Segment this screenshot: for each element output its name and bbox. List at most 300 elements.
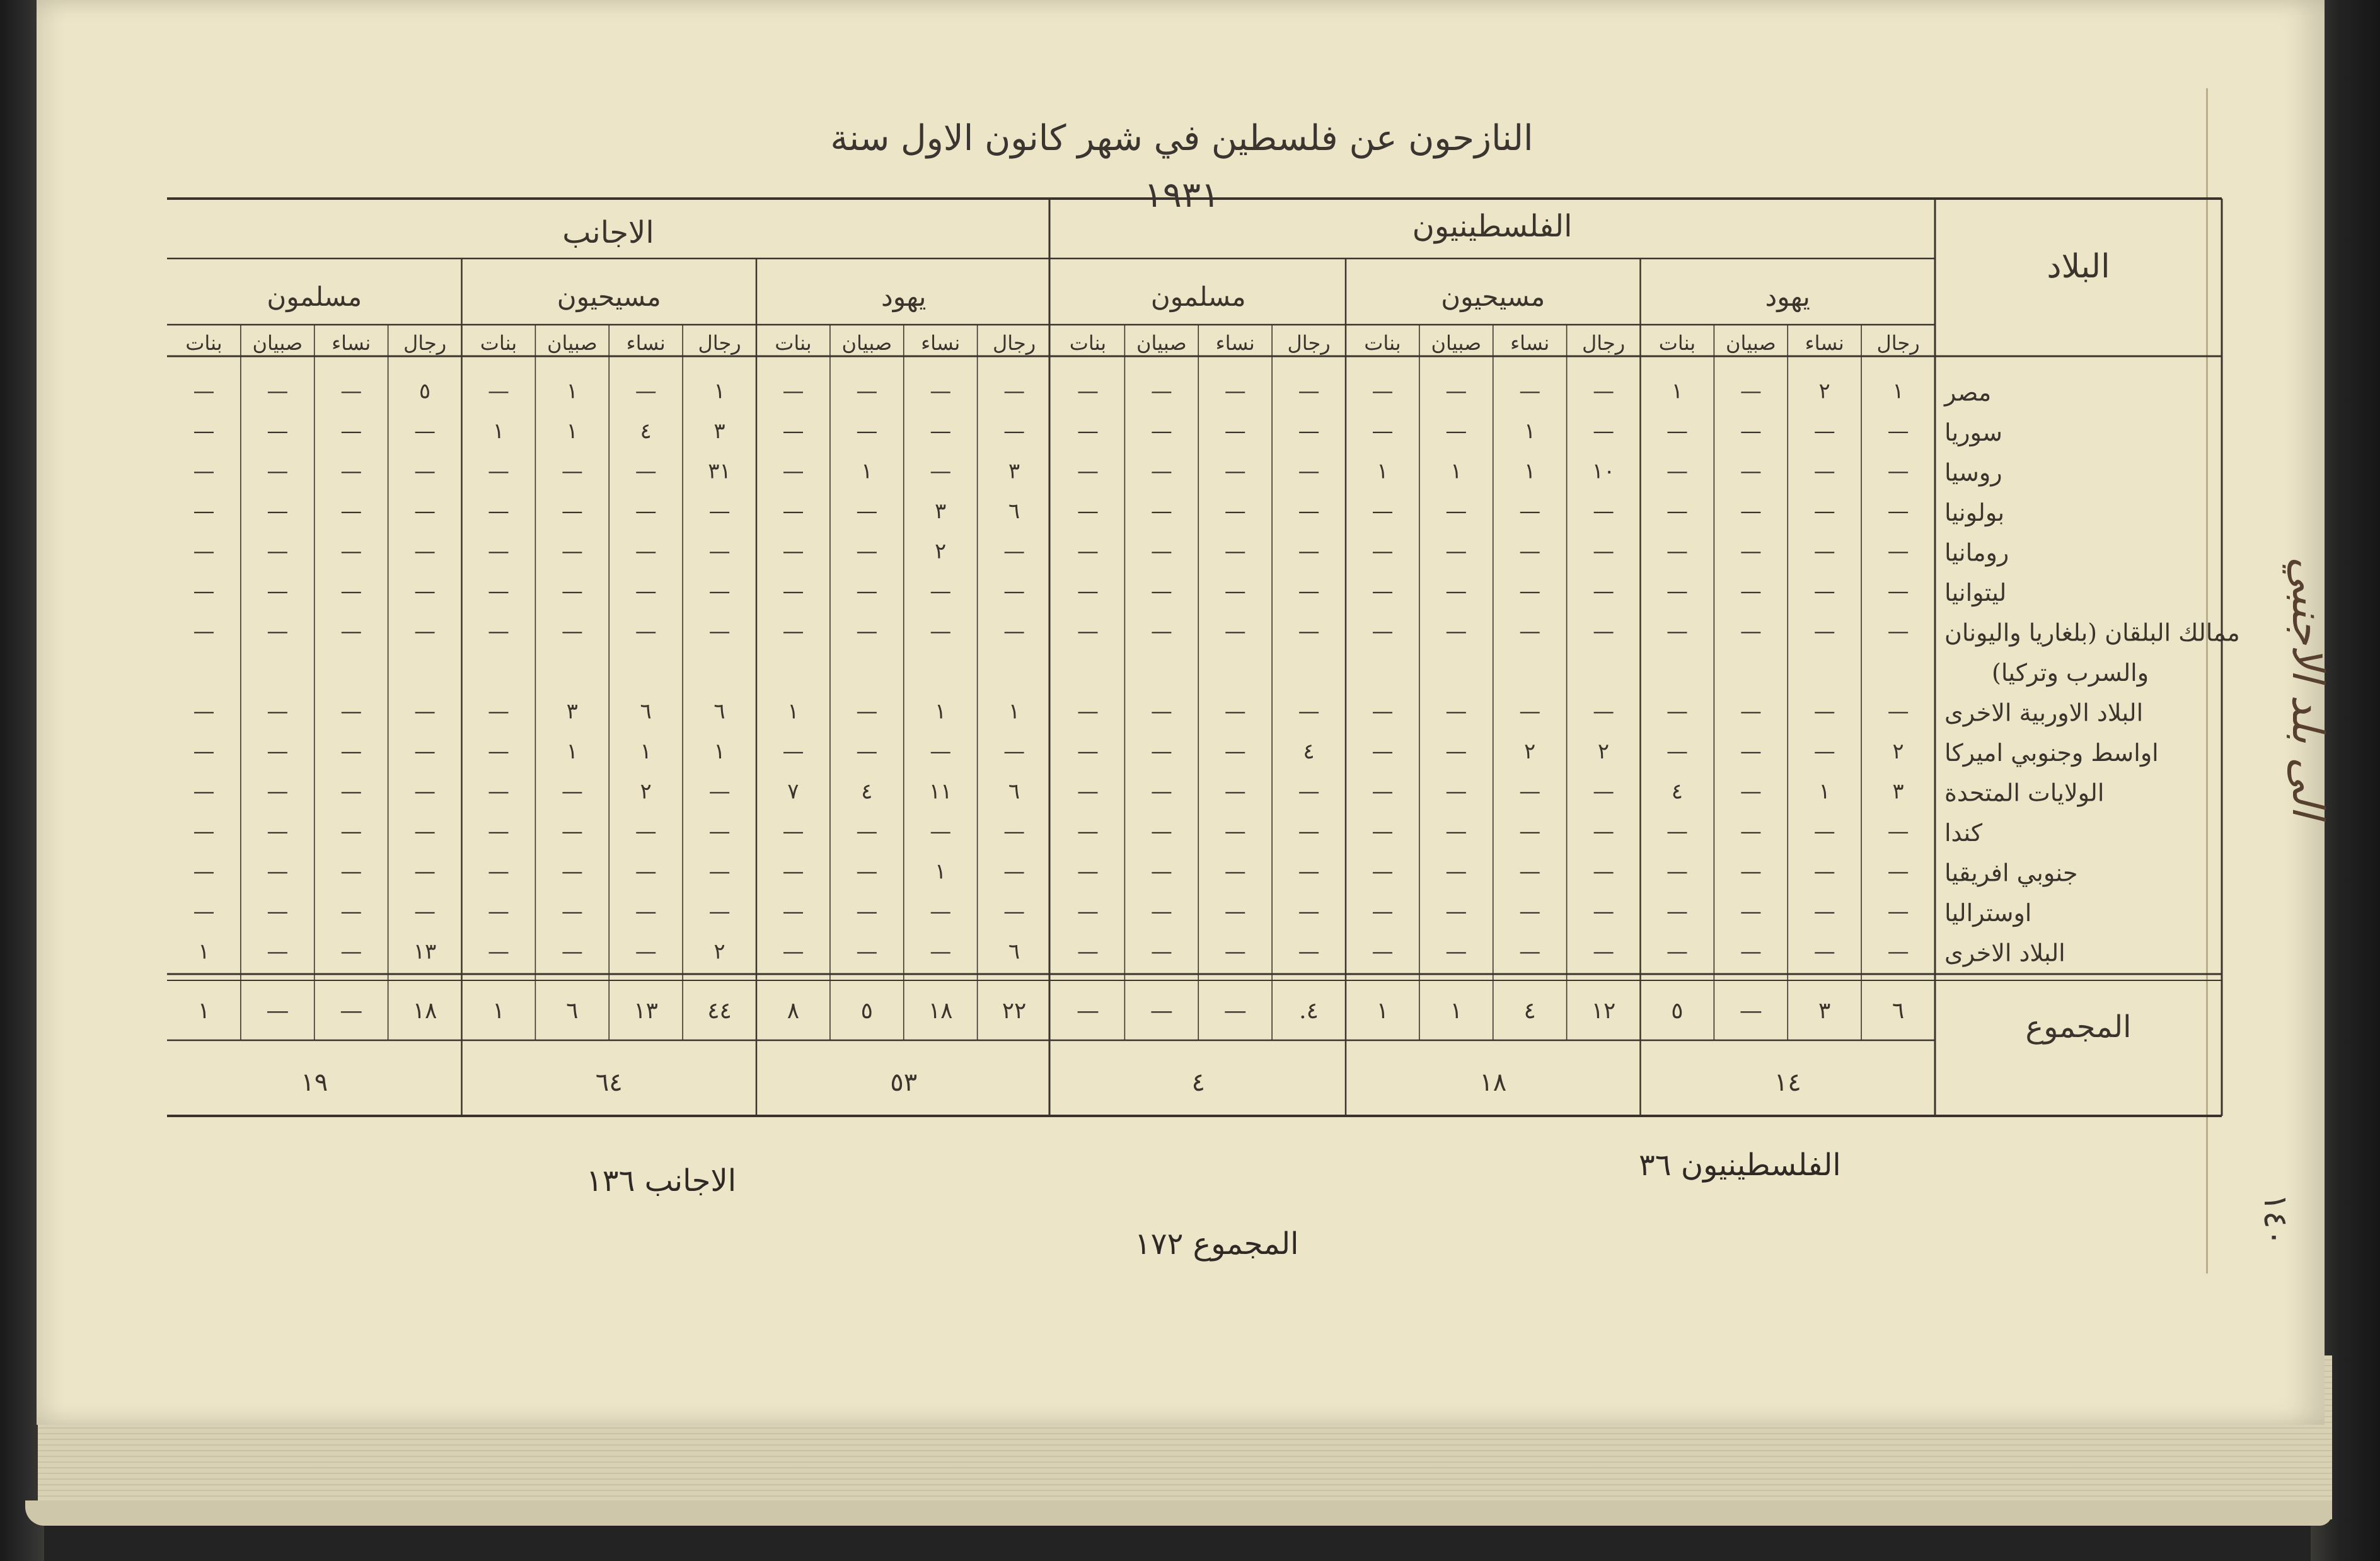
- totals-cell: —: [1150, 998, 1173, 1024]
- table-cell: —: [414, 859, 436, 885]
- totals-cell: ١٣: [633, 998, 659, 1024]
- table-cell: —: [1740, 899, 1762, 925]
- table-cell: —: [1519, 779, 1541, 804]
- table-cell: —: [1077, 458, 1099, 484]
- table-cell: ٤: [861, 779, 873, 804]
- table-cell: —: [487, 618, 509, 644]
- group-total: ٥٣: [890, 1068, 918, 1097]
- table-cell: —: [487, 378, 509, 404]
- table-cell: ١: [713, 378, 725, 404]
- table-cell: —: [635, 538, 657, 564]
- table-cell: ١: [566, 739, 578, 765]
- table-cell: —: [1813, 899, 1835, 925]
- table-cell: —: [856, 899, 878, 925]
- table-cell: —: [487, 458, 509, 484]
- subcolumn-header: بنات: [775, 331, 812, 355]
- table-cell: —: [267, 699, 289, 724]
- subcolumn-header: نساء: [1215, 331, 1255, 355]
- table-cell: —: [561, 899, 583, 925]
- totals-cell: ١: [492, 998, 505, 1024]
- table-cell: —: [1519, 499, 1541, 525]
- country-label: ممالك البلقان (بلغاريا واليونان: [1944, 618, 2240, 647]
- table-cell: —: [856, 739, 878, 765]
- table-cell: ٣: [1008, 458, 1020, 484]
- table-cell: —: [193, 618, 215, 644]
- table-cell: —: [930, 819, 952, 845]
- table-cell: —: [1445, 618, 1467, 644]
- table-cell: —: [1666, 618, 1688, 644]
- table-cell: —: [1887, 579, 1909, 605]
- table-cell: —: [414, 899, 436, 925]
- table-cell: —: [1077, 378, 1099, 404]
- table-cell: —: [1887, 499, 1909, 525]
- table-cell: —: [1224, 618, 1246, 644]
- table-cell: —: [930, 419, 952, 444]
- table-cell: —: [1150, 779, 1172, 804]
- country-label: روسيا: [1944, 458, 2002, 487]
- table-cell: —: [561, 819, 583, 845]
- table-cell: —: [1372, 419, 1394, 444]
- table-cell: —: [1445, 499, 1467, 525]
- table-cell: —: [340, 378, 362, 404]
- table-cell: ٥: [419, 378, 431, 404]
- foreigners-header: الاجانب: [562, 215, 654, 250]
- totals-cell: ٦: [1892, 998, 1905, 1024]
- subcolumn-header: رجال: [1876, 331, 1920, 355]
- table-cell: —: [856, 579, 878, 605]
- table-cell: —: [1372, 899, 1394, 925]
- table-cell: —: [193, 378, 215, 404]
- table-cell: —: [267, 779, 289, 804]
- table-cell: —: [1740, 378, 1762, 404]
- table-cell: —: [1003, 739, 1025, 765]
- table-cell: —: [340, 859, 362, 885]
- table-cell: —: [1150, 579, 1172, 605]
- table-cell: —: [561, 939, 583, 965]
- table-cell: —: [1519, 618, 1541, 644]
- table-cell: —: [1593, 899, 1615, 925]
- table-cell: —: [1150, 499, 1172, 525]
- table-cell: ١: [1524, 458, 1536, 484]
- table-cell: —: [487, 579, 509, 605]
- table-cell: —: [1150, 618, 1172, 644]
- table-cell: —: [1445, 378, 1467, 404]
- footer-foreigners-total: الاجانب ١٣٦: [586, 1163, 737, 1198]
- table-cell: —: [1372, 859, 1394, 885]
- table-cell: —: [1298, 579, 1320, 605]
- table-cell: —: [1593, 538, 1615, 564]
- table-cell: —: [635, 378, 657, 404]
- table-cell: —: [1666, 859, 1688, 885]
- table-cell: —: [1445, 419, 1467, 444]
- subcolumn-header: نساء: [1510, 331, 1550, 355]
- table-cell: —: [1666, 699, 1688, 724]
- table-cell: —: [1740, 419, 1762, 444]
- table-cell: —: [340, 419, 362, 444]
- table-cell: —: [1813, 739, 1835, 765]
- handwritten-margin-note: الى بلد الاجنبي: [2282, 556, 2332, 818]
- table-cell: —: [1298, 859, 1320, 885]
- table-cell: —: [782, 538, 804, 564]
- table-cell: —: [635, 939, 657, 965]
- table-cell: —: [635, 819, 657, 845]
- table-cell: ١: [935, 859, 947, 885]
- table-cell: —: [414, 579, 436, 605]
- table-cell: —: [930, 899, 952, 925]
- table-cell: —: [414, 499, 436, 525]
- table-cell: —: [1593, 378, 1615, 404]
- country-label: رومانيا: [1944, 538, 2009, 567]
- table-cell: —: [1740, 499, 1762, 525]
- table-cell: —: [1445, 699, 1467, 724]
- table-cell: —: [782, 579, 804, 605]
- table-cell: —: [1666, 538, 1688, 564]
- group-total: ١٨: [1479, 1068, 1507, 1097]
- table-cell: —: [487, 538, 509, 564]
- table-cell: —: [930, 378, 952, 404]
- table-cell: —: [856, 819, 878, 845]
- table-cell: —: [561, 499, 583, 525]
- table-cell: —: [1372, 739, 1394, 765]
- table-cell: —: [1666, 499, 1688, 525]
- table-cell: —: [414, 779, 436, 804]
- table-cell: —: [1298, 699, 1320, 724]
- table-cell: —: [856, 538, 878, 564]
- table-cell: —: [1298, 779, 1320, 804]
- table-cell: —: [1740, 618, 1762, 644]
- table-cell: —: [1445, 899, 1467, 925]
- table-cell: ٤: [1671, 779, 1684, 804]
- table-cell: —: [1593, 579, 1615, 605]
- table-cell: —: [1519, 538, 1541, 564]
- table-cell: ٣: [1892, 779, 1904, 804]
- totals-label: المجموع: [2025, 1009, 2132, 1045]
- table-cell: —: [414, 699, 436, 724]
- table-cell: —: [1224, 739, 1246, 765]
- table-cell: —: [782, 739, 804, 765]
- table-cell: ٢: [640, 779, 652, 804]
- table-cell: —: [1298, 819, 1320, 845]
- table-cell: —: [1298, 499, 1320, 525]
- table-cell: —: [1666, 939, 1688, 965]
- subcolumn-header: رجال: [992, 331, 1036, 355]
- table-cell: ١: [1818, 779, 1830, 804]
- table-cell: —: [1150, 538, 1172, 564]
- page-number: ١٤٠: [2256, 1193, 2294, 1246]
- table-cell: —: [340, 499, 362, 525]
- totals-cell: —: [1076, 998, 1099, 1024]
- religion-header: مسيحيون: [1441, 281, 1545, 312]
- table-cell: —: [1593, 499, 1615, 525]
- table-cell: —: [1224, 899, 1246, 925]
- subcolumn-header: صبيان: [546, 331, 598, 355]
- table-cell: ١: [566, 378, 578, 404]
- totals-cell: ١: [197, 998, 211, 1024]
- table-cell: —: [1003, 378, 1025, 404]
- table-cell: —: [1666, 899, 1688, 925]
- table-cell: ٢: [713, 939, 725, 965]
- table-cell: —: [635, 458, 657, 484]
- table-cell: —: [1003, 899, 1025, 925]
- table-cell: —: [1519, 859, 1541, 885]
- totals-cell: ٢٢: [1002, 998, 1027, 1024]
- table-cell: —: [1224, 419, 1246, 444]
- table-cell: —: [1813, 538, 1835, 564]
- table-cell: —: [1372, 499, 1394, 525]
- table-cell: —: [1813, 618, 1835, 644]
- table-cell: ٤: [1303, 739, 1315, 765]
- table-cell: —: [414, 538, 436, 564]
- table-cell: ٦: [1008, 779, 1020, 804]
- table-cell: —: [1445, 779, 1467, 804]
- table-cell: —: [635, 618, 657, 644]
- table-cell: —: [1224, 819, 1246, 845]
- table-cell: —: [1593, 419, 1615, 444]
- table-cell: —: [1593, 779, 1615, 804]
- table-cell: —: [1519, 579, 1541, 605]
- country-label: ليتوانيا: [1944, 579, 2007, 607]
- table-cell: —: [340, 939, 362, 965]
- table-cell: —: [1740, 779, 1762, 804]
- table-cell: ١: [1671, 378, 1684, 404]
- subcolumn-header: صبيان: [1136, 331, 1187, 355]
- table-cell: —: [1593, 618, 1615, 644]
- table-cell: —: [1077, 859, 1099, 885]
- table-cell: —: [267, 739, 289, 765]
- table-cell: —: [267, 859, 289, 885]
- table-cell: —: [708, 859, 731, 885]
- table-cell: —: [1077, 419, 1099, 444]
- subcolumn-header: نساء: [1805, 331, 1844, 355]
- table-cell: —: [1298, 899, 1320, 925]
- totals-cell: ٥: [860, 998, 873, 1024]
- table-cell: —: [561, 538, 583, 564]
- table-cell: ٢: [1524, 739, 1536, 765]
- totals-cell: ٤.: [1299, 998, 1319, 1024]
- table-cell: —: [267, 579, 289, 605]
- table-cell: ١: [713, 739, 725, 765]
- country-label: الولايات المتحدة: [1944, 779, 2105, 807]
- table-cell: —: [1887, 458, 1909, 484]
- table-cell: —: [193, 899, 215, 925]
- table-cell: —: [1077, 618, 1099, 644]
- country-column-header: البلاد: [2047, 248, 2110, 286]
- table-cell: —: [193, 779, 215, 804]
- table-cell: —: [267, 899, 289, 925]
- table-cell: —: [561, 618, 583, 644]
- totals-cell: ٣: [1818, 998, 1831, 1024]
- country-label: اوستراليا: [1944, 899, 2032, 927]
- table-cell: ١٠: [1591, 458, 1615, 484]
- table-cell: ١: [861, 458, 873, 484]
- table-cell: —: [487, 779, 509, 804]
- totals-cell: ١٢: [1591, 998, 1616, 1024]
- footer-palestinians-total: الفلسطينيون ٣٦: [1639, 1147, 1841, 1183]
- table-cell: —: [1150, 819, 1172, 845]
- footer-grand-total: المجموع ١٧٢: [1135, 1226, 1299, 1262]
- table-cell: —: [1887, 419, 1909, 444]
- table-cell: —: [930, 939, 952, 965]
- table-cell: —: [1372, 378, 1394, 404]
- country-label: مصر: [1944, 378, 1992, 407]
- country-label: البلاد الاخرى: [1944, 939, 2065, 967]
- table-cell: ١١: [928, 779, 952, 804]
- table-cell: —: [1372, 579, 1394, 605]
- table-cell: —: [1740, 699, 1762, 724]
- table-cell: —: [340, 618, 362, 644]
- table-cell: —: [1003, 859, 1025, 885]
- table-cell: —: [1593, 699, 1615, 724]
- table-cell: —: [1593, 819, 1615, 845]
- table-cell: —: [561, 458, 583, 484]
- table-cell: —: [561, 859, 583, 885]
- table-cell: —: [708, 538, 731, 564]
- table-cell: ١: [640, 739, 652, 765]
- table-cell: —: [930, 579, 952, 605]
- table-cell: —: [1150, 699, 1172, 724]
- table-cell: —: [1077, 939, 1099, 965]
- table-cell: —: [1372, 819, 1394, 845]
- palestinians-header: الفلسطينيون: [1412, 209, 1573, 244]
- table-cell: —: [1372, 618, 1394, 644]
- table-cell: —: [856, 618, 878, 644]
- table-cell: —: [1077, 779, 1099, 804]
- table-cell: —: [1298, 939, 1320, 965]
- religion-header: مسلمون: [267, 281, 362, 312]
- table-cell: —: [1519, 699, 1541, 724]
- subcolumn-header: صبيان: [252, 331, 303, 355]
- table-cell: —: [1666, 458, 1688, 484]
- table-text: [185, 209, 2239, 1097]
- table-cell: —: [487, 699, 509, 724]
- table-cell: ٢: [1818, 378, 1830, 404]
- table-cell: —: [856, 419, 878, 444]
- table-cell: —: [1224, 859, 1246, 885]
- table-cell: —: [487, 819, 509, 845]
- table-cell: —: [1445, 939, 1467, 965]
- country-label: البلاد الاوربية الاخرى: [1944, 699, 2144, 727]
- table-cell: —: [414, 458, 436, 484]
- table-cell: —: [267, 618, 289, 644]
- table-cell: —: [856, 499, 878, 525]
- table-cell: ١: [1377, 458, 1389, 484]
- table-cell: ٢: [1892, 739, 1904, 765]
- table-cell: —: [782, 819, 804, 845]
- table-cell: —: [1003, 538, 1025, 564]
- table-cell: —: [1150, 739, 1172, 765]
- table-cell: —: [1224, 939, 1246, 965]
- table-cell: —: [487, 859, 509, 885]
- table-cell: —: [193, 538, 215, 564]
- totals-cell: ٤٤: [707, 998, 732, 1024]
- table-cell: —: [267, 419, 289, 444]
- table-cell: —: [267, 819, 289, 845]
- table-cell: —: [267, 378, 289, 404]
- country-label: جنوبي افريقيا: [1944, 859, 2078, 887]
- table-cell: ٢: [935, 538, 947, 564]
- table-cell: —: [1003, 579, 1025, 605]
- subcolumn-header: صبيان: [1725, 331, 1776, 355]
- table-cell: —: [1887, 899, 1909, 925]
- table-cell: —: [1077, 538, 1099, 564]
- table-cell: —: [1445, 859, 1467, 885]
- table-cell: —: [856, 939, 878, 965]
- religion-header: يهود: [1765, 281, 1810, 312]
- table-cell: —: [414, 819, 436, 845]
- table-cell: —: [193, 499, 215, 525]
- table-cell: —: [1887, 538, 1909, 564]
- table-cell: —: [1298, 618, 1320, 644]
- group-total: ١٩: [301, 1068, 328, 1097]
- table-cell: —: [782, 859, 804, 885]
- table-cell: —: [708, 819, 731, 845]
- subcolumn-header: بنات: [1658, 331, 1696, 355]
- totals-cell: ١٨: [412, 998, 437, 1024]
- table-cell: ١: [1450, 458, 1462, 484]
- totals-cell: ٥: [1671, 998, 1684, 1024]
- table-cell: —: [1150, 899, 1172, 925]
- table-cell: —: [340, 819, 362, 845]
- totals-cell: —: [1223, 998, 1247, 1024]
- table-cell: —: [1519, 899, 1541, 925]
- table-cell: —: [1593, 939, 1615, 965]
- subcolumn-header: بنات: [480, 331, 517, 355]
- table-cell: —: [856, 859, 878, 885]
- religion-header: مسلمون: [1150, 281, 1246, 312]
- table-cell: ١: [1008, 699, 1020, 724]
- table-cell: —: [708, 899, 731, 925]
- table-cell: —: [782, 419, 804, 444]
- totals-cell: ١٨: [928, 998, 953, 1024]
- table-cell: —: [487, 499, 509, 525]
- table-cell: —: [1372, 538, 1394, 564]
- table-cell: —: [1150, 458, 1172, 484]
- table-cell: —: [193, 819, 215, 845]
- table-cell: ٧: [787, 779, 799, 804]
- table-cell: —: [930, 458, 952, 484]
- table-cell: ٤: [640, 419, 652, 444]
- table-cell: —: [782, 939, 804, 965]
- table-cell: —: [1593, 859, 1615, 885]
- table-cell: —: [782, 378, 804, 404]
- table-cell: —: [1077, 899, 1099, 925]
- table-cell: —: [1077, 819, 1099, 845]
- table-cell: ١: [787, 699, 799, 724]
- totals-cell: ٨: [787, 998, 800, 1024]
- totals-cell: ٦: [566, 998, 579, 1024]
- country-label: كندا: [1944, 819, 1983, 847]
- table-cell: —: [1813, 819, 1835, 845]
- table-cell: ٣: [935, 499, 947, 525]
- subcolumn-header: نساء: [626, 331, 666, 355]
- table-cell: —: [1224, 779, 1246, 804]
- table-cell: —: [1298, 419, 1320, 444]
- table-cell: —: [1224, 499, 1246, 525]
- totals-cell: —: [266, 998, 289, 1024]
- table-cell: —: [193, 859, 215, 885]
- subcolumn-header: بنات: [1069, 331, 1107, 355]
- table-cell: —: [1298, 458, 1320, 484]
- subcolumn-header: صبيان: [841, 331, 893, 355]
- table-cell: —: [1298, 378, 1320, 404]
- table-cell: —: [267, 939, 289, 965]
- table-cell: —: [1224, 579, 1246, 605]
- table-cell: —: [1003, 419, 1025, 444]
- table-cell: —: [1445, 579, 1467, 605]
- table-cell: —: [1740, 819, 1762, 845]
- table-cell: —: [1813, 458, 1835, 484]
- country-label: سوريا: [1944, 419, 2002, 447]
